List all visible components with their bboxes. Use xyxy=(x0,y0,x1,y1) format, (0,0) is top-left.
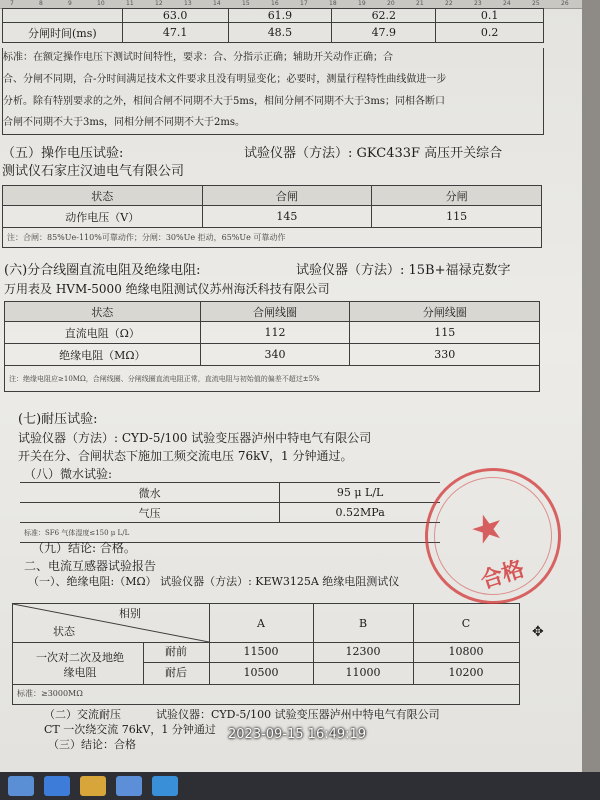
ruler-number: 26 xyxy=(561,0,569,7)
after-label: 耐后 xyxy=(165,666,187,679)
table-cell: 61.9 xyxy=(228,9,332,23)
table-header: 合闸 xyxy=(202,186,372,206)
ruler-number: 17 xyxy=(300,0,308,7)
note-line: 合、分闸不同期，合-分时间满足技术文件要求且没有明显变化；必要时，测量行程特性曲线做进一步 xyxy=(3,74,447,85)
standard-note-box xyxy=(2,48,544,135)
table-cell: 0.1 xyxy=(436,9,544,23)
coil-resistance-table xyxy=(4,301,540,392)
section7-desc: 开关在分、合闸状态下施加工频交流电压 76kV，1 分钟通过。 xyxy=(18,449,353,463)
note-line: 分析。除有特别要求的之外，相间合闸不同期不大于5ms，相间分闸不同期不大于3ms；同相各断口 xyxy=(3,96,445,107)
table-header: 分闸 xyxy=(372,186,542,206)
moisture-table xyxy=(20,482,440,543)
table-cell: 115 xyxy=(372,206,542,228)
ruler-number: 7 xyxy=(10,0,14,7)
table-cell: 气压 xyxy=(20,503,280,523)
ruler-number: 16 xyxy=(271,0,279,7)
ruler-number: 25 xyxy=(532,0,540,7)
timing-table xyxy=(2,8,544,43)
stamp-label: 合格 xyxy=(477,555,528,595)
section6-instrument: 试验仪器（方法）: 15B+福禄克数字 xyxy=(296,263,511,278)
table-cell: 62.2 xyxy=(332,9,436,23)
row-label: 一次对二次及地绝缘电阻 xyxy=(36,651,124,679)
table-cell: 0.2 xyxy=(436,23,544,43)
table-cell: 动作电压（V） xyxy=(3,206,203,228)
table-note: 标准：SF6 气体湿度≤150 μ L/L xyxy=(20,523,440,543)
phase-header: 相别 xyxy=(119,607,141,620)
ruler-number: 10 xyxy=(97,0,105,7)
ruler-number: 18 xyxy=(329,0,337,7)
table-cell: 11000 xyxy=(345,666,381,679)
table-cell: 10500 xyxy=(243,666,279,679)
ruler-number: 13 xyxy=(184,0,192,7)
table-cell: 分闸时间(ms) xyxy=(3,23,123,43)
table-cell: 0.52MPa xyxy=(280,503,440,523)
ruler-number: 15 xyxy=(242,0,250,7)
table-cell: 10200 xyxy=(448,666,484,679)
ruler-number: 12 xyxy=(155,0,163,7)
table-cell: 直流电阻（Ω） xyxy=(5,322,201,344)
table-cell: 145 xyxy=(202,206,372,228)
table-header: 状态 xyxy=(3,186,203,206)
table-header: 合闸线圈 xyxy=(200,302,350,322)
phase-c-header: C xyxy=(461,617,471,630)
ruler-number: 23 xyxy=(474,0,482,7)
ruler-number: 24 xyxy=(503,0,511,7)
table-note: 注：合闸：85%Ue-110%可靠动作；分闸：30%Ue 拒动，65%Ue 可靠动作 xyxy=(3,228,542,248)
ct-insulation-table xyxy=(12,603,520,705)
table-cell: 340 xyxy=(200,344,350,366)
operating-voltage-table xyxy=(2,185,542,248)
cloud-app-icon[interactable] xyxy=(44,776,70,796)
table-header: 状态 xyxy=(5,302,201,322)
ruler-number: 11 xyxy=(126,0,134,7)
section9-conclusion: （九）结论: 合格。 xyxy=(32,541,136,555)
table-cell: 11500 xyxy=(243,645,279,658)
table-cell xyxy=(3,9,123,23)
state-header: 状态 xyxy=(53,625,75,638)
photo-timestamp: 2023-09-15 16:49:19 xyxy=(228,727,367,742)
table-note: 注：绝缘电阻应≥10MΩ，合闸线圈、分闸线圈直流电阻正常，直流电阻与初始值的偏差不超过±5% xyxy=(5,366,540,392)
table-cell: 10800 xyxy=(448,645,484,658)
section5-instrument: 试验仪器（方法）: GKC433F 高压开关综合 xyxy=(244,146,503,161)
app-icon[interactable] xyxy=(116,776,142,796)
red-seal-stamp xyxy=(407,450,578,621)
part2-ac-instrument: 试验仪器：CYD-5/100 试验变压器泸州中特电气有限公司 xyxy=(156,708,440,721)
table-header: 分闸线圈 xyxy=(350,302,540,322)
taskbar xyxy=(0,772,600,800)
ruler-number: 14 xyxy=(213,0,221,7)
table-cell: 绝缘电阻（MΩ） xyxy=(5,344,201,366)
part2-sub: （一）、绝缘电阻:（MΩ） 试验仪器（方法）: KEW3125A 绝缘电阻测试仪 xyxy=(28,575,400,588)
page-edge xyxy=(582,0,600,772)
table-cell: 47.9 xyxy=(332,23,436,43)
table-cell: 48.5 xyxy=(228,23,332,43)
table-cell: 115 xyxy=(350,322,540,344)
word-app-icon[interactable] xyxy=(152,776,178,796)
part2-title: 二、电流互感器试验报告 xyxy=(24,559,157,573)
before-label: 耐前 xyxy=(165,645,187,658)
section5-instrument-line2: 测试仪石家庄汉迪电气有限公司 xyxy=(2,164,185,179)
section7-instrument: 试验仪器（方法）: CYD-5/100 试验变压器泸州中特电气有限公司 xyxy=(18,431,372,445)
ruler-number: 19 xyxy=(358,0,366,7)
star-icon: ★ xyxy=(464,502,511,555)
ruler-number: 20 xyxy=(387,0,395,7)
ruler-number: 9 xyxy=(68,0,72,7)
table-cell: 12300 xyxy=(345,645,381,658)
table-cell: 微水 xyxy=(20,483,280,503)
phase-b-header: B xyxy=(358,617,368,630)
section6-instrument-line2: 万用表及 HVM-5000 绝缘电阻测试仪苏州海沃科技有限公司 xyxy=(4,282,330,296)
ruler-number: 22 xyxy=(445,0,453,7)
diagonal-line xyxy=(13,604,209,642)
start-icon[interactable] xyxy=(8,776,34,796)
part2-ac-conclusion: （三）结论：合格 xyxy=(48,738,136,751)
note-line: 标准：在额定操作电压下测试时间特性，要求：合、分指示正确；辅助开关动作正确；合 xyxy=(3,52,393,63)
table-cell: 112 xyxy=(200,322,350,344)
mouse-cursor-icon: ✥ xyxy=(532,624,544,640)
part2-ac-desc: CT 一次绕交流 76kV，1 分钟通过 xyxy=(44,723,216,736)
ruler-number: 21 xyxy=(416,0,424,7)
phase-a-header: A xyxy=(257,617,265,630)
ruler-number: 8 xyxy=(39,0,43,7)
section7-title: (七)耐压试验: xyxy=(18,412,98,427)
table-cell: 330 xyxy=(350,344,540,366)
section5-title: （五）操作电压试验: xyxy=(2,146,124,161)
section8-title: （八）微水试验: xyxy=(24,467,113,481)
table-cell: 47.1 xyxy=(122,23,228,43)
note-line: 合闸不同期不大于3ms，同相分闸不同期不大于2ms。 xyxy=(3,117,245,128)
part2-ac-title: （二）交流耐压 xyxy=(44,708,121,721)
table-note: 标准：≥3000MΩ xyxy=(17,689,83,698)
table-cell: 63.0 xyxy=(122,9,228,23)
section6-title: (六)分合线圈直流电阻及绝缘电阻: xyxy=(4,263,201,278)
table-cell: 95 μ L/L xyxy=(280,483,440,503)
folder-icon[interactable] xyxy=(80,776,106,796)
